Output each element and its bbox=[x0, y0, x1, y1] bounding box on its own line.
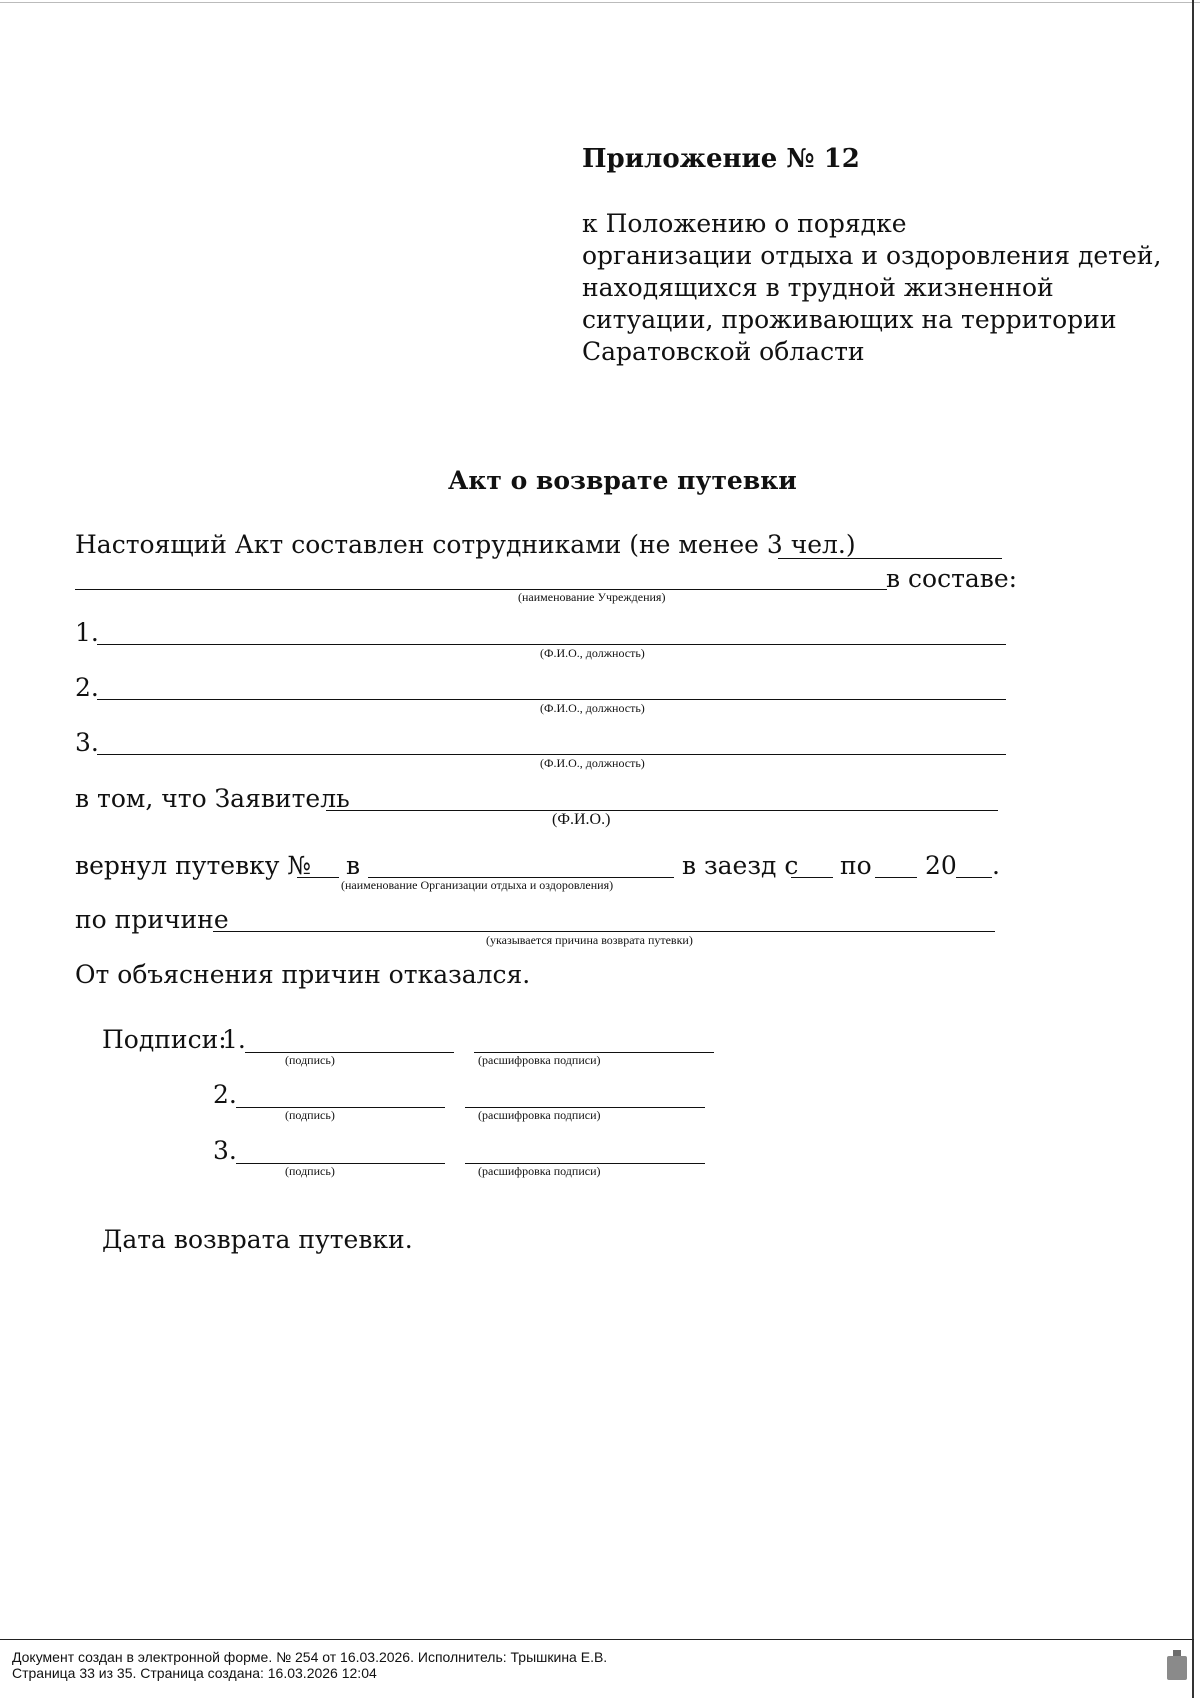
reason-line bbox=[213, 931, 995, 932]
signature-decode-caption: (расшифровка подписи) bbox=[478, 1164, 601, 1178]
footer-line-2: Страница 33 из 35. Страница создана: 16.03.2026 12:04 bbox=[12, 1665, 377, 1681]
right-border bbox=[1192, 0, 1194, 1698]
year-prefix: 20 bbox=[925, 851, 957, 880]
in-word: в bbox=[346, 851, 361, 880]
signature-caption: (подпись) bbox=[285, 1053, 335, 1067]
appendix-line: ситуации, проживающих на территории bbox=[582, 305, 1117, 334]
appendix-line: к Положению о порядке bbox=[582, 209, 907, 238]
intro-blank-line bbox=[778, 558, 1002, 559]
institution-caption: (наименование Учреждения) bbox=[518, 590, 666, 604]
reason-caption: (указывается причина возврата путевки) bbox=[486, 933, 693, 947]
member-caption: (Ф.И.О., должность) bbox=[540, 646, 645, 660]
signature-number: 1. bbox=[222, 1025, 246, 1054]
arrival-from-label: в заезд с bbox=[682, 851, 799, 880]
signature-caption: (подпись) bbox=[285, 1164, 335, 1178]
member-number: 2. bbox=[75, 673, 99, 702]
signature-line bbox=[236, 1107, 445, 1108]
signature-decode-caption: (расшифровка подписи) bbox=[478, 1053, 601, 1067]
signatures-label: Подписи: bbox=[102, 1025, 227, 1054]
in-composition-label: в составе: bbox=[886, 564, 1018, 593]
to-word: по bbox=[840, 851, 872, 880]
signature-line bbox=[236, 1163, 445, 1164]
appendix-title: Приложение № 12 bbox=[582, 144, 860, 174]
signature-caption: (подпись) bbox=[285, 1108, 335, 1122]
organization-caption: (наименование Организации отдыха и оздоровления) bbox=[341, 878, 614, 892]
signature-decode-caption: (расшифровка подписи) bbox=[478, 1108, 601, 1122]
appendix-reference bbox=[582, 208, 1162, 368]
member-line bbox=[97, 644, 1006, 645]
signature-number: 3. bbox=[213, 1136, 237, 1165]
returned-label: вернул путевку № bbox=[75, 851, 312, 880]
member-number: 1. bbox=[75, 618, 99, 647]
return-date-label: Дата возврата путевки. bbox=[102, 1225, 413, 1254]
member-line bbox=[97, 754, 1006, 755]
reason-label: по причине bbox=[75, 905, 229, 934]
date-to-line bbox=[875, 877, 917, 878]
appendix-line: организации отдыха и оздоровления детей, bbox=[582, 241, 1162, 270]
act-title: Акт о возврате путевки bbox=[448, 466, 797, 495]
member-caption: (Ф.И.О., должность) bbox=[540, 701, 645, 715]
date-from-line bbox=[791, 877, 833, 878]
signature-number: 2. bbox=[213, 1080, 237, 1109]
institution-line bbox=[75, 589, 887, 590]
applicant-label: в том, что Заявитель bbox=[75, 784, 350, 813]
appendix-line: Саратовской области bbox=[582, 337, 865, 366]
year-line bbox=[956, 877, 992, 878]
act-intro: Настоящий Акт составлен сотрудниками (не менее 3 чел.) bbox=[75, 530, 856, 559]
member-number: 3. bbox=[75, 728, 99, 757]
refusal-text: От объяснения причин отказался. bbox=[75, 960, 531, 989]
member-line bbox=[97, 699, 1006, 700]
stamp-icon bbox=[1165, 1648, 1189, 1682]
member-caption: (Ф.И.О., должность) bbox=[540, 756, 645, 770]
applicant-line bbox=[326, 810, 998, 811]
sentence-period: . bbox=[992, 851, 1000, 880]
top-border bbox=[0, 2, 1200, 3]
appendix-line: находящихся в трудной жизненной bbox=[582, 273, 1054, 302]
voucher-number-line bbox=[297, 877, 339, 878]
footer-divider bbox=[0, 1639, 1194, 1640]
signature-line bbox=[245, 1052, 454, 1053]
applicant-caption: (Ф.И.О.) bbox=[552, 811, 611, 828]
footer-line-1: Документ создан в электронной форме. № 254 от 16.03.2026. Исполнитель: Трышкина Е.В. bbox=[12, 1649, 608, 1665]
